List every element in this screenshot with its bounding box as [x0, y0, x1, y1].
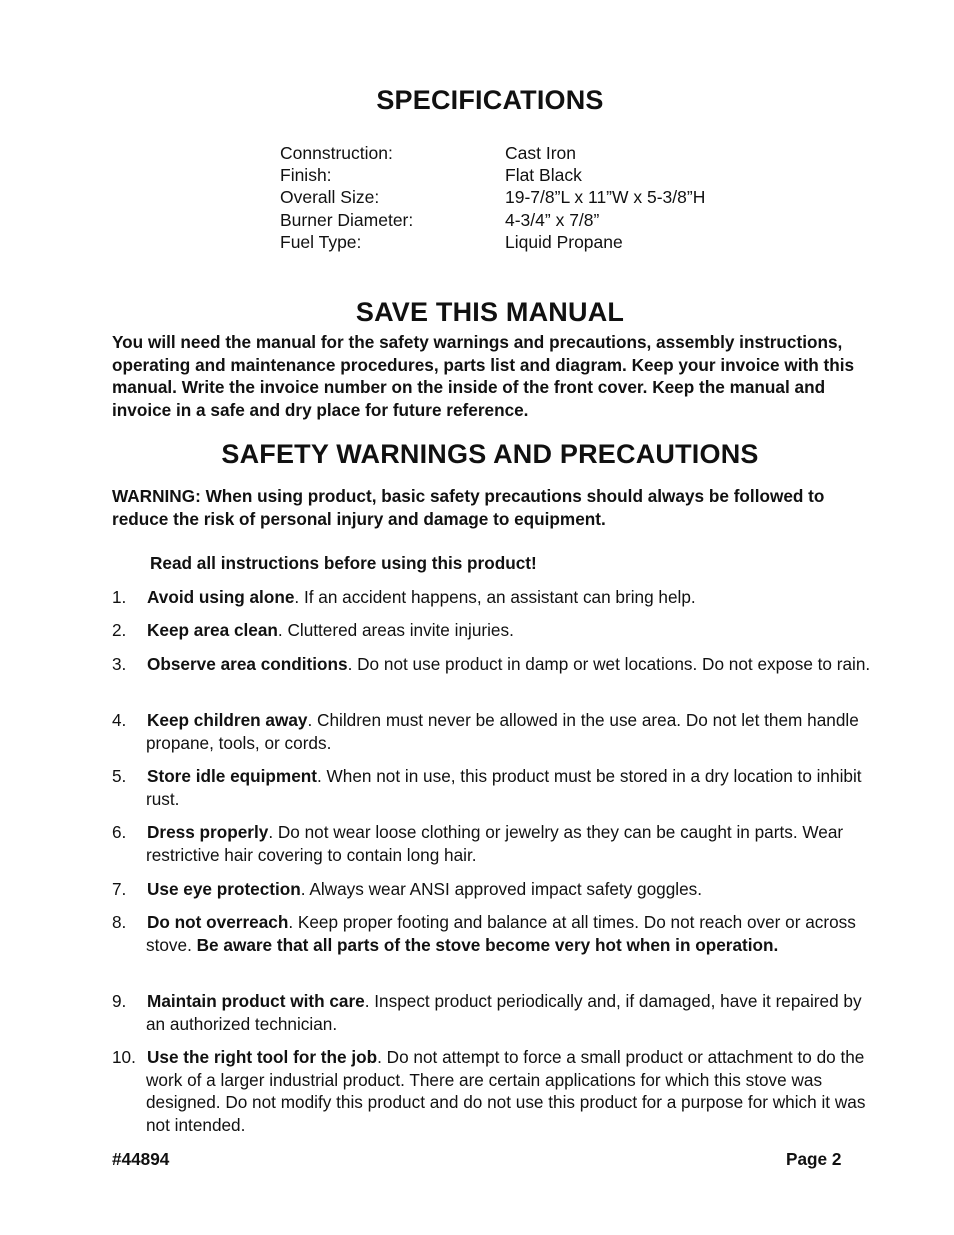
page-number: Page 2 — [786, 1149, 842, 1169]
item-number: 4. — [112, 710, 127, 730]
spec-value: Flat Black — [505, 165, 582, 185]
item-number: 7. — [112, 879, 127, 899]
spec-value: Liquid Propane — [505, 232, 623, 252]
item-heat-warning: Be aware that all parts of the stove become very hot when in operation. — [196, 934, 779, 955]
list-item — [112, 990, 872, 1035]
item-text: . Inspect product periodically and, if damaged, have it repaired by an authorized technician. — [146, 991, 862, 1034]
item-text: . Children must never be allowed in the use area. Do not let them handle propane, tools, or cords. — [146, 710, 859, 753]
spec-label: Finish: — [280, 165, 332, 185]
item-heading: Observe area conditions — [147, 654, 348, 674]
item-number: 3. — [112, 654, 127, 674]
specifications-title: SPECIFICATIONS — [376, 85, 604, 115]
save-manual-title: SAVE THIS MANUAL — [355, 297, 625, 327]
list-item — [112, 1046, 872, 1136]
item-heading: Dress properly — [147, 822, 269, 842]
list-item — [112, 821, 872, 866]
item-number: 8. — [112, 912, 127, 932]
spec-value: 19-7/8”L x 11”W x 5-3/8”H — [505, 187, 706, 207]
item-number: 1. — [112, 587, 127, 607]
item-number: 10. — [112, 1047, 136, 1067]
item-text: . Do not use product in damp or wet locations. Do not expose to rain. — [347, 654, 871, 674]
item-text: . Do not wear loose clothing or jewelry as they can be caught in parts. Wear restrictive hair covering to contain long hair. — [146, 822, 844, 865]
spec-value: Cast Iron — [505, 143, 576, 163]
item-heading: Keep children away — [147, 710, 308, 730]
item-text: . Do not attempt to force a small product or attachment to do the work of a larger industrial product. There are certain applications for which this stove was designed. Do not modify this product and do not use this product for a purpose for which it was not intended. — [146, 1047, 866, 1135]
item-heading: Avoid using alone — [147, 587, 295, 607]
item-heading: Keep area clean — [147, 620, 278, 640]
item-heading: Maintain product with care — [147, 991, 365, 1011]
item-text: . Cluttered areas invite injuries. — [277, 620, 514, 640]
item-text: . Always wear ANSI approved impact safety goggles. — [300, 879, 703, 899]
item-number-footer: #44894 — [112, 1149, 170, 1169]
spec-value: 4-3/4” x 7/8” — [505, 210, 600, 230]
list-item — [112, 619, 872, 642]
item-text: . If an accident happens, an assistant can bring help. — [294, 587, 696, 607]
list-item — [112, 653, 872, 676]
spec-label: Burner Diameter: — [280, 210, 414, 230]
item-heading: Do not overreach — [147, 912, 289, 932]
spec-label: Fuel Type: — [280, 232, 362, 252]
warning-text: WARNING: When using product, basic safety precautions should always be followed to reduce the risk of personal injury and damage to equipment. — [112, 486, 825, 529]
item-number: 6. — [112, 822, 127, 842]
item-heading: Use the right tool for the job — [147, 1047, 378, 1067]
save-manual-text: You will need the manual for the safety warnings and precautions, assembly instructions, operating and maintenance procedures, parts list and diagram. Keep your invoice with this manual. Write the invoice number on the inside of the front cover. Keep the manual and invoice in a safe and dry place for future reference. — [112, 332, 855, 420]
spec-label: Overall Size: — [280, 187, 380, 207]
item-number: 5. — [112, 766, 127, 786]
list-item — [112, 765, 872, 810]
item-heading: Use eye protection — [147, 879, 301, 899]
list-item — [112, 878, 872, 901]
item-text: . Keep proper footing and balance at all times. Do not reach over or across stove. — [146, 912, 856, 955]
item-heading: Store idle equipment — [147, 766, 317, 786]
list-item — [112, 709, 872, 754]
list-item — [112, 911, 872, 956]
list-item — [112, 586, 872, 609]
item-text: . When not in use, this product must be stored in a dry location to inhibit rust. — [146, 766, 862, 809]
safety-title: SAFETY WARNINGS AND PRECAUTIONS — [221, 439, 759, 469]
item-number: 9. — [112, 991, 127, 1011]
spec-label: Connstruction: — [280, 143, 393, 163]
item-number: 2. — [112, 620, 127, 640]
read-all-instructions: Read all instructions before using this product! — [150, 553, 537, 573]
